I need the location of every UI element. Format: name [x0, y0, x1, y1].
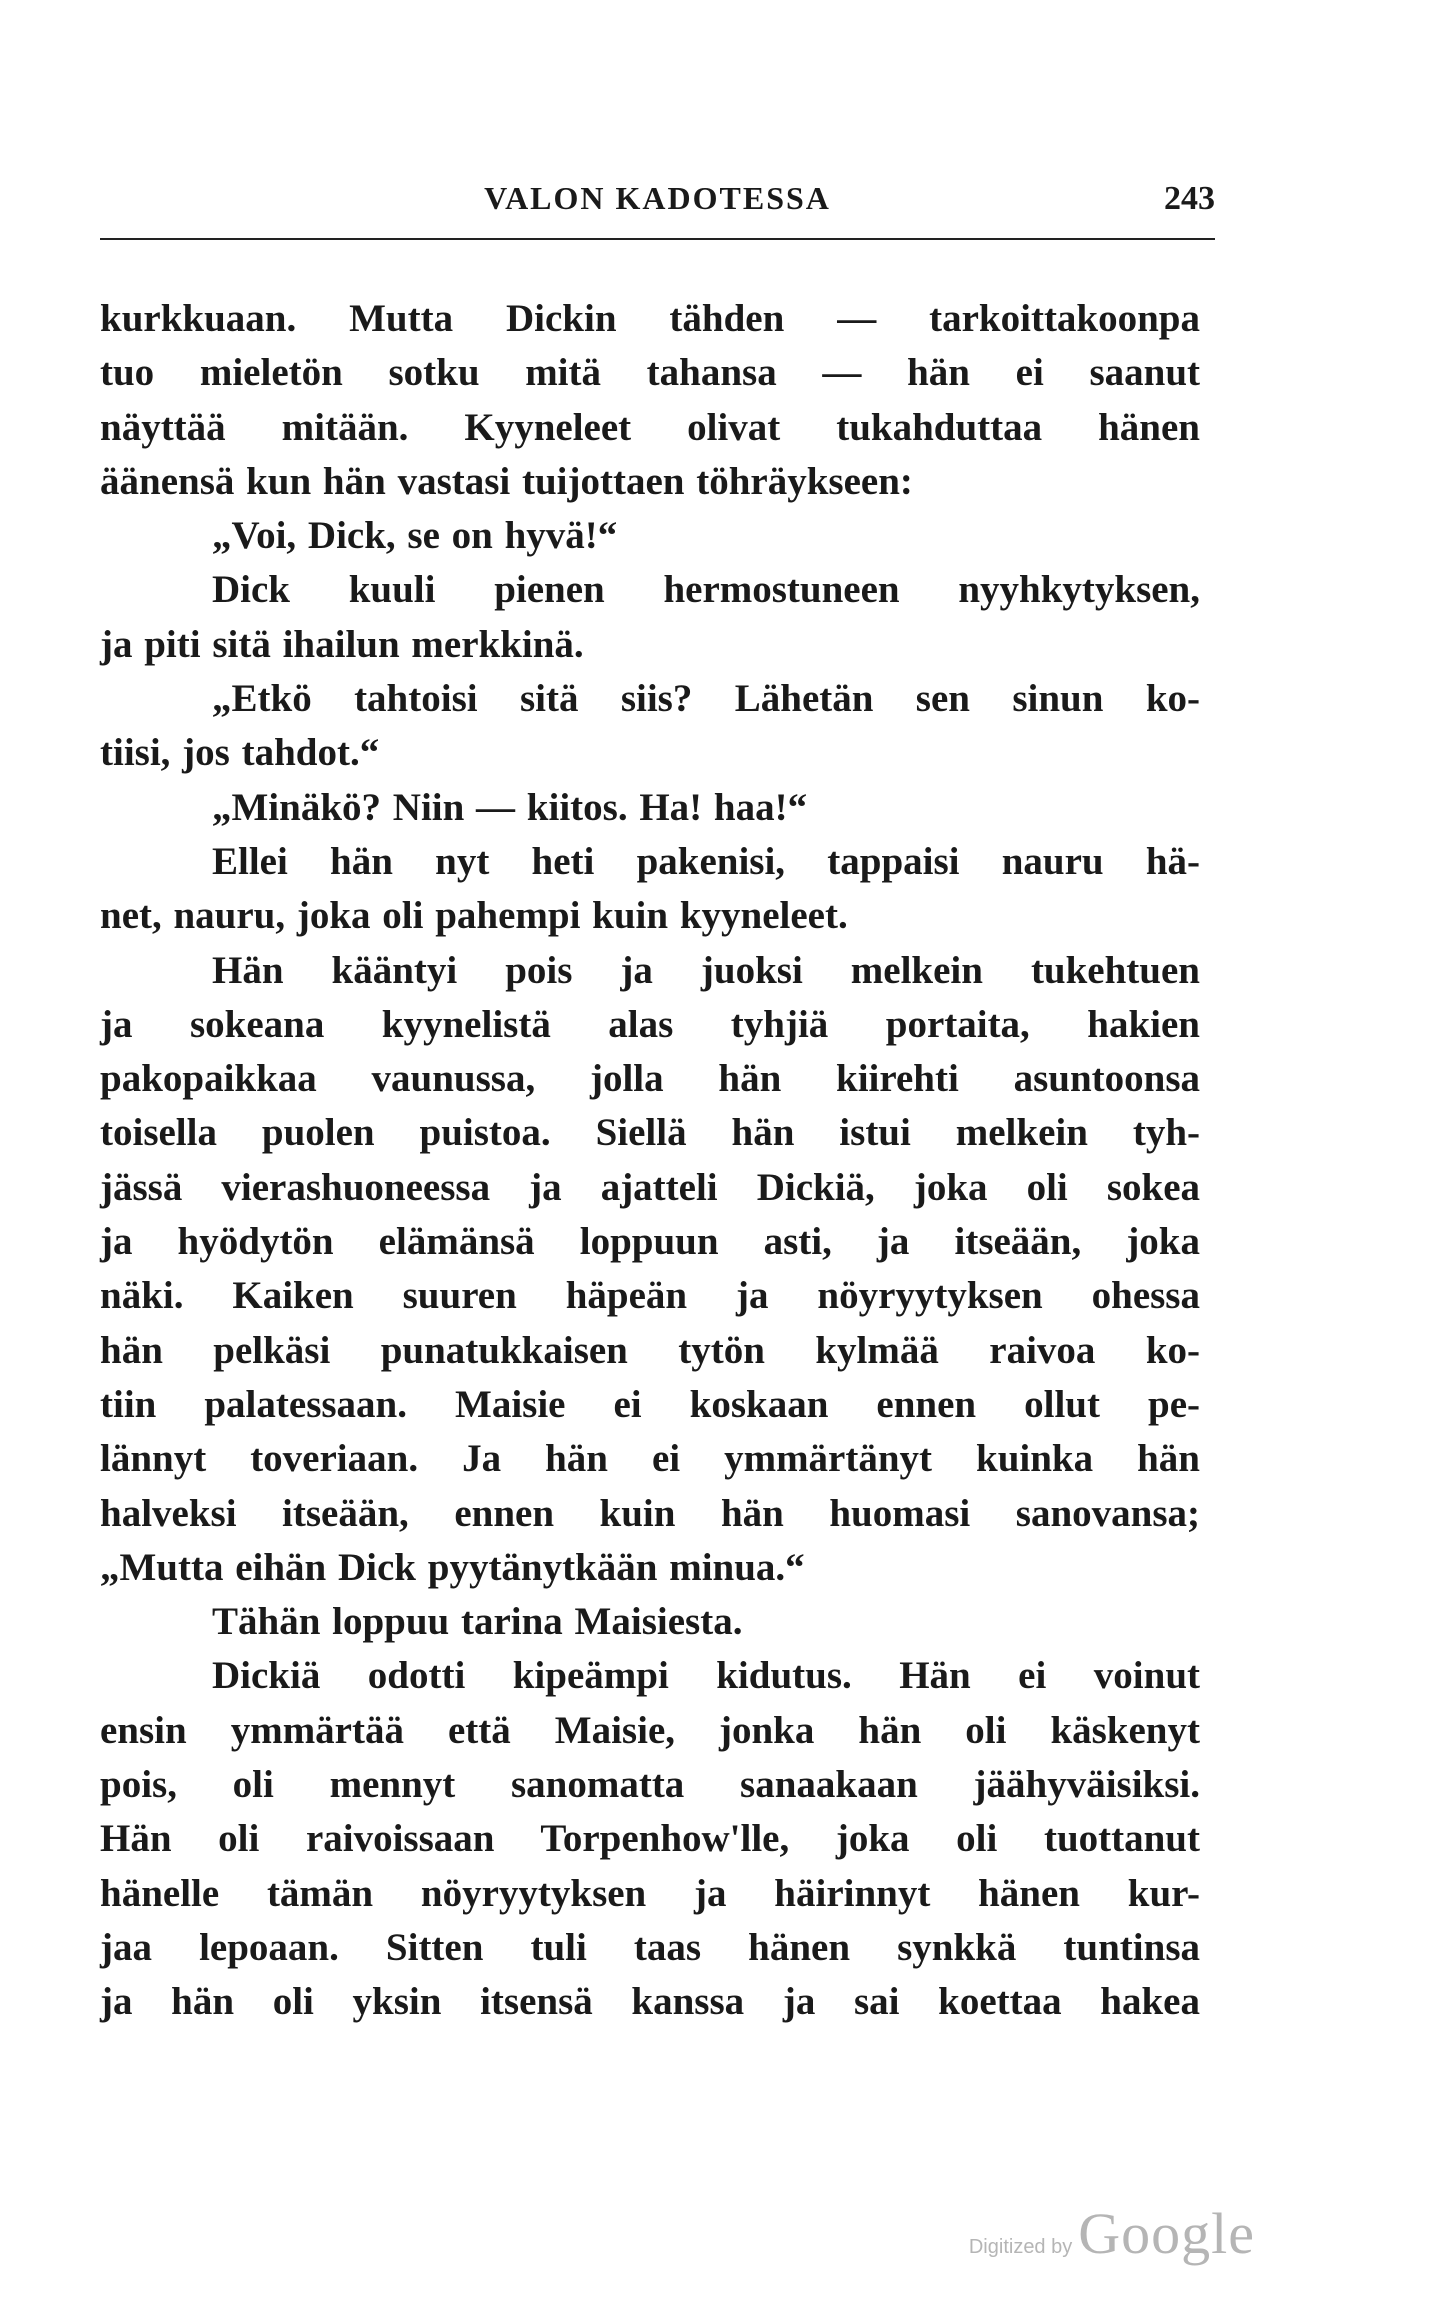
- text-line: ensin ymmärtää että Maisie, jonka hän oli käskenyt: [100, 1708, 1200, 1752]
- text-line: Ellei hän nyt heti pakenisi, tappaisi nauru hä-: [212, 839, 1200, 883]
- header-rule: [100, 238, 1215, 240]
- text-line: Dick kuuli pienen hermostuneen nyyhkytyksen,: [212, 568, 1200, 612]
- text-line: net, nauru, joka oli pahempi kuin kyyneleet.: [100, 894, 848, 938]
- google-logo-text: Google: [1078, 2201, 1255, 2266]
- text-line: jaa lepoaan. Sitten tuli taas hänen synkkä tuntinsa: [100, 1925, 1200, 1969]
- text-line: pakopaikkaa vaunussa, jolla hän kiirehti asuntoonsa: [100, 1057, 1200, 1101]
- text-line: tiin palatessaan. Maisie ei koskaan ennen ollut pe-: [100, 1382, 1200, 1426]
- text-line: lännyt toveriaan. Ja hän ei ymmärtänyt kuinka hän: [100, 1437, 1200, 1481]
- running-header: [100, 180, 1215, 230]
- text-line: tiisi, jos tahdot.“: [100, 731, 380, 775]
- text-line: ja hyödytön elämänsä loppuun asti, ja itseään, joka: [100, 1220, 1200, 1264]
- text-line: Tähän loppuu tarina Maisiesta.: [212, 1600, 743, 1644]
- text-line: äänensä kun hän vastasi tuijottaen töhräykseen:: [100, 459, 913, 503]
- text-line: näki. Kaiken suuren häpeän ja nöyryytyksen ohessa: [100, 1274, 1200, 1318]
- digitized-by-google-watermark: [969, 2200, 1255, 2267]
- text-line: pois, oli mennyt sanomatta sanaakaan jäähyväisiksi.: [100, 1763, 1200, 1807]
- text-line: „Mutta eihän Dick pyytänytkään minua.“: [100, 1545, 805, 1589]
- page-number: 243: [1164, 180, 1215, 217]
- text-line: ja piti sitä ihailun merkkinä.: [100, 622, 584, 666]
- text-line: Hän kääntyi pois ja juoksi melkein tukehtuen: [212, 948, 1200, 992]
- text-line: halveksi itseään, ennen kuin hän huomasi sanovansa;: [100, 1491, 1200, 1535]
- text-line: kurkkuaan. Mutta Dickin tähden — tarkoittakoonpa: [100, 297, 1200, 340]
- body-text: [100, 292, 1200, 2030]
- text-line: tuo mieletön sotku mitä tahansa — hän ei saanut: [100, 351, 1200, 395]
- text-line: „Voi, Dick, se on hyvä!“: [212, 514, 618, 558]
- text-line: Dickiä odotti kipeämpi kidutus. Hän ei voinut: [212, 1654, 1200, 1698]
- text-line: hänelle tämän nöyryytyksen ja häirinnyt hänen kur-: [100, 1871, 1200, 1915]
- text-line: „Etkö tahtoisi sitä siis? Lähetän sen sinun ko-: [212, 677, 1200, 721]
- text-line: „Minäkö? Niin — kiitos. Ha! haa!“: [212, 785, 808, 829]
- text-line: ja sokeana kyynelistä alas tyhjiä portaita, hakien: [100, 1002, 1200, 1046]
- watermark-small-text: Digitized by: [968, 2236, 1073, 2258]
- text-line: näyttää mitään. Kyyneleet olivat tukahduttaa hänen: [100, 405, 1200, 449]
- text-line: ja hän oli yksin itsensä kanssa ja sai koettaa hakea: [100, 1980, 1200, 2024]
- running-title: VALON KADOTESSA: [484, 180, 831, 216]
- text-line: jässä vierashuoneessa ja ajatteli Dickiä, joka oli sokea: [100, 1165, 1200, 1209]
- text-line: Hän oli raivoissaan Torpenhow'lle, joka oli tuottanut: [100, 1817, 1200, 1861]
- text-line: hän pelkäsi punatukkaisen tytön kylmää raivoa ko-: [100, 1328, 1200, 1372]
- text-line: toisella puolen puistoa. Siellä hän istui melkein tyh-: [100, 1111, 1200, 1155]
